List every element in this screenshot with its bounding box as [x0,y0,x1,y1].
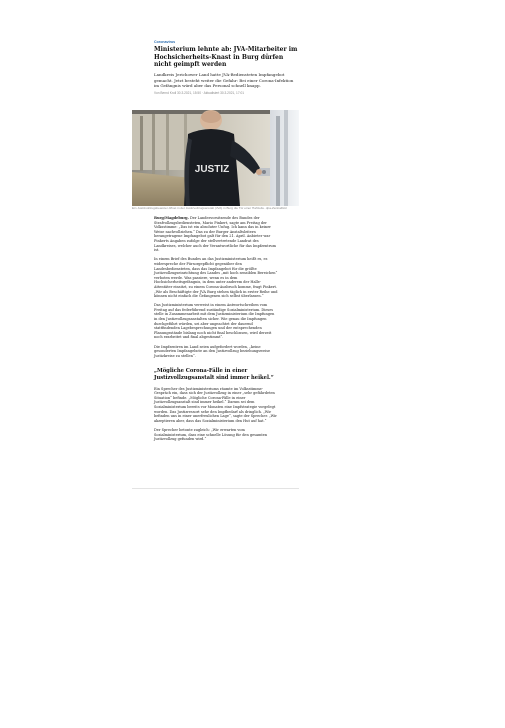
article-header [154,40,298,96]
prison-officer-photo [132,110,299,206]
article-body [154,216,278,446]
image-caption: Ein Justizvollzugsbeamter öffnet in der Justizvollzugsanstalt (JVA) in Burg die Tür einer Haftzelle. dpa-Zentralbild [132,206,287,210]
body-paragraph: Der Sprecher betonte zugleich: „Wir erwarten vom Sozialministerium, dass eine schnelle Lösung für den gesamten Justizvollzug gefunden wird.“ [154,427,268,442]
article-image[interactable] [132,110,299,206]
article-headline: Ministerium lehnte ab: JVA-Mitarbeiter im Hochsicherheits-Knast in Burg dürfen nicht geimpft werden [154,46,298,69]
body-paragraph: Das Justizministerium verweist in einem Antwortschreiben vom Freitag auf das federführend zuständige Sozialministerium. Dieses stelle in Zusammenarbeit mit dem Justizministerium die Impfungen in den Justizvollzugsanstalten sicher. Wie genau die Impfungen durchgeführt würden, sei aber ungeachtet der dauernd stattfindenden Lagebesprechungen und der entsprechenden Planungsstände bislang noch nicht final beschlossen, wird derzeit noch erarbeitet und final abgestimmt“. [154,303,275,340]
body-paragraph: Ein Sprecher des Justizministeriums räumte im Volksstimme-Gespräch ein, dass sich der Justizvollzug in einer „sehr gefährdeten Situation“ befinde. „Mögliche Corona-Fälle in einer Justizvollzugsanstalt sind immer heikel.“ Darum sei dem Sozialministerium bereits vor Monaten eine Impfstrategie vorgelegt worden. Das Justizressort sehe den Impfbedarf als dringlich. „Wir befinden uns in einer unerfreulichen Lage“, sagte der Sprecher. „Wir akzeptieren aber, dass das Sozialministerium den Hut auf hat.“ [154,386,277,423]
article-byline: Von Bernd Kroll 30.3.2021, 15:50 · Aktualisiert 30.3.2021, 17:01 [154,91,245,96]
body-subheading: „Mögliche Corona-Fälle in einer Justizvollzugsanstalt sind immer heikel.“ [154,368,274,381]
body-paragraph: In einem Brief des Bundes an das Justizministerium heißt es, es widerspreche der Fürsorgepflicht gegenüber den Landesbediensteten, dass das Impfangebot für die größte Justizvollzugseinrichtung des Landes „mit hoch sensiblen Bereichen“ verboten werde. Was passiere, wenn es in dem Hochsicherheitsgefängnis, in dem unter anderem der Halle-Attentäter einsitzt, zu einem Corona-Ausbruch komme, fragt Pinkert. „Wir als Beschäftigte der JVA Burg stehen täglich in erster Reihe und können nicht einfach die Gefangenen sich selbst überlassen.“ [154,257,278,299]
body-paragraph-text: Der Landesvorsitzende des Bundes der Strafvollzugsbediensteten, Mario Pinkert, sagte am Freitag der Volksstimme: „Das ist ein absoluter Unfug. Ich kann das in keiner Weise nachvollziehen.“ Das zu der Burger Anstaltsleitern herangetragene Impfangebot galt für den 21. April. Anbieter war Pinkerts Angaben zufolge der stellvertretende Landrat des Landkreises, welcher auch der Verantwortliche für das Impfzentrum ist. [154,216,276,253]
jacket-lettering: JUSTIZ [194,164,230,175]
article-kicker[interactable]: Coronavirus [154,40,176,44]
article-end-divider [132,488,299,489]
dateline: Burg/Magdeburg. [154,216,189,220]
body-paragraph: Die Impfzentren im Land seien aufgefordert worden, „keine gesonderten Impfangebote an den Justizvollzug beziehungsweise Justizkreise zu stellen“. [154,344,271,358]
body-paragraph [154,216,278,253]
article-teaser: Landkreis Jerichower Land hatte JVA-Bediensteten Impfangebot gemacht. Jetzt besteht weiter die Gefahr: Bei einer Corona-Infektion im Gefängnis würd aber das Personal schnell knapp. [154,72,294,88]
